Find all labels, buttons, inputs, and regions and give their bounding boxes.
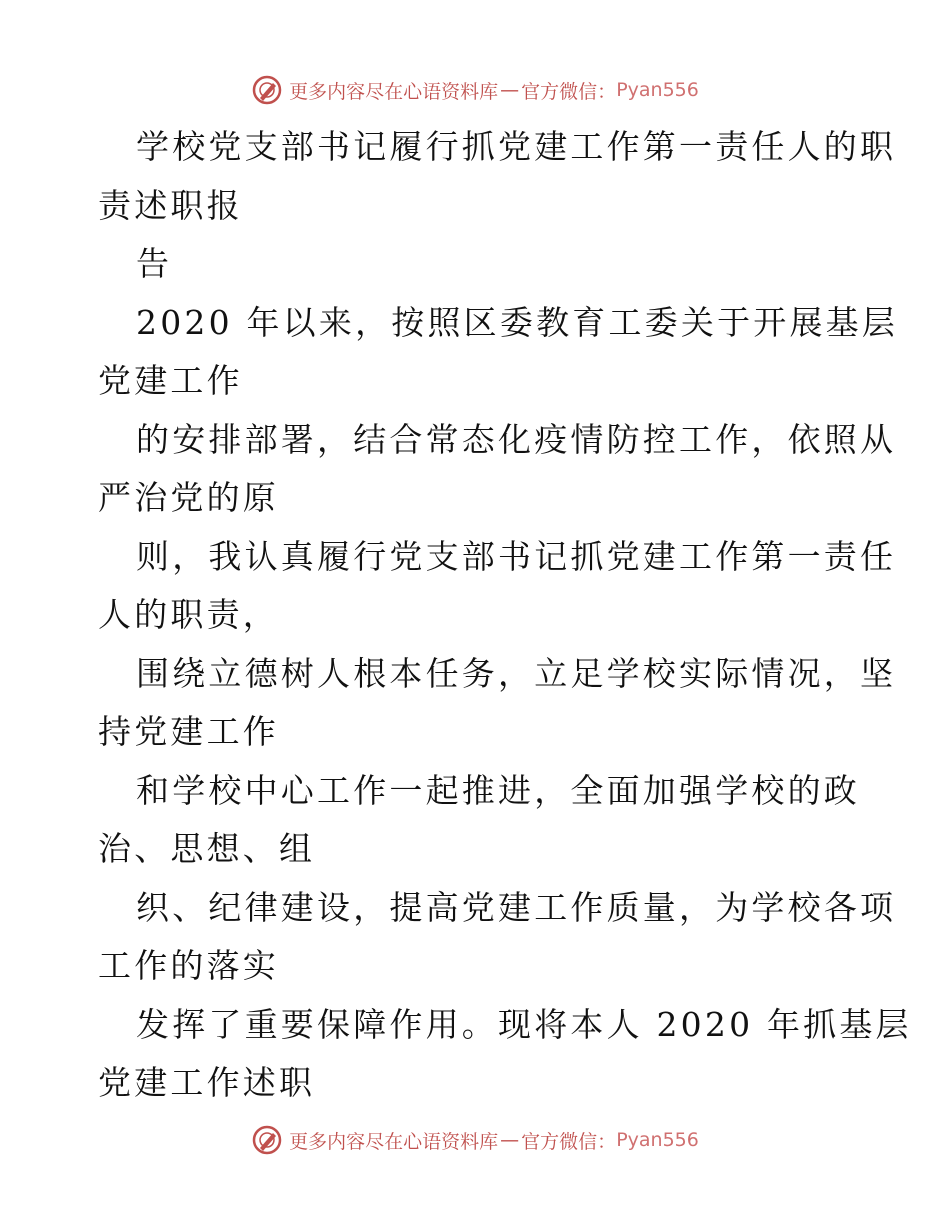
watermark-wechat-id: Pyan556 xyxy=(616,79,699,101)
watermark-separator: — xyxy=(500,1129,520,1151)
watermark-wechat-label: 官方微信： xyxy=(521,1130,617,1153)
title-line-2: 责述职报 xyxy=(98,185,243,225)
paragraph-line: 2020 年以来，按照区委教育工委关于开展基层 xyxy=(136,302,899,342)
paragraph-line: 发挥了重要保障作用。现将本人 2020 年抓基层 xyxy=(136,1004,912,1044)
pen-seal-icon xyxy=(251,1124,283,1156)
document-body xyxy=(98,118,912,1113)
title-line-1: 学校党支部书记履行抓党建工作第一责任人的职 xyxy=(136,127,897,166)
paragraph-line: 严治党的原 xyxy=(98,478,279,517)
paragraph-line: 工作的落实 xyxy=(98,946,279,985)
watermark-wechat-label: 官方微信： xyxy=(521,80,617,103)
paragraph-line: 和学校中心工作一起推进，全面加强学校的政 xyxy=(136,770,860,810)
paragraph-line: 织、纪律建设，提高党建工作质量，为学校各项 xyxy=(136,887,897,927)
paragraph-line: 围绕立德树人根本任务，立足学校实际情况，坚 xyxy=(136,653,897,693)
watermark-main-text: 更多内容尽在心语资料库 xyxy=(289,80,499,103)
paragraph-line: 则，我认真履行党支部书记抓党建工作第一责任 xyxy=(136,536,897,576)
watermark-separator: — xyxy=(500,79,520,101)
paragraph-line: 党建工作 xyxy=(98,361,243,400)
pen-seal-icon xyxy=(251,74,283,106)
paragraph-line: 治、思想、组 xyxy=(98,829,316,868)
title-line-3: 告 xyxy=(136,244,173,283)
watermark-main-text: 更多内容尽在心语资料库 xyxy=(289,1130,499,1153)
footer-watermark xyxy=(0,1120,950,1160)
paragraph-line: 人的职责， xyxy=(98,595,279,634)
header-watermark xyxy=(0,70,950,110)
watermark-wechat-id: Pyan556 xyxy=(616,1129,699,1151)
paragraph-line: 持党建工作 xyxy=(98,712,279,751)
paragraph-line: 的安排部署，结合常态化疫情防控工作，依照从 xyxy=(136,419,897,459)
paragraph-line: 党建工作述职 xyxy=(98,1063,316,1102)
